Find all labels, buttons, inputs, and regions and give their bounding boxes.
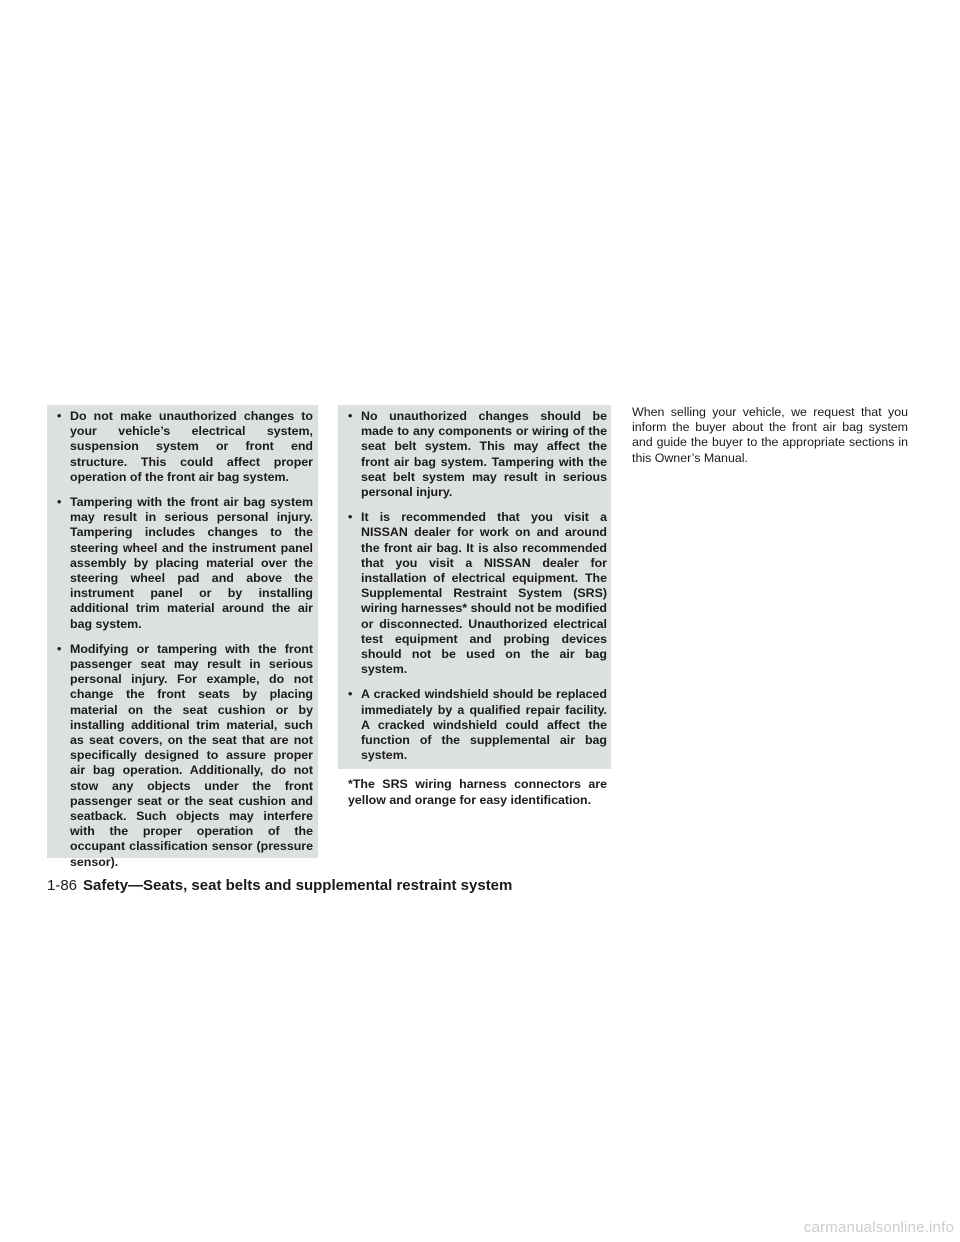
warning-item: • No unauthorized changes should be made to any components or wiring of the seat belt system. This may affect the front air bag system. Tampering with the seat belt system may result in serious personal injury. — [348, 409, 607, 500]
watermark: carmanualsonline.info — [803, 1219, 954, 1236]
warning-box-left — [47, 405, 318, 869]
body-paragraph: When selling your vehicle, we request that you inform the buyer about the front air bag system and guide the buyer to the appropriate sections in this Owner’s Manual. — [632, 405, 908, 465]
warning-list-middle — [348, 409, 607, 769]
section-title: Safety—Seats, seat belts and supplemental restraint system — [83, 877, 513, 894]
srs-harness-footnote: *The SRS wiring harness connectors are yellow and orange for easy identification. — [348, 777, 607, 807]
warning-item: • It is recommended that you visit a NISSAN dealer for work on and around the front air bag. It is also recommended that you visit a NISSAN dealer for installation of electrical equipment. The Supplemental Restraint System (SRS) wiring harnesses* should not be modified or disconnected. Unauthorized electrical test equipment and probing devices should not be used on the air bag system. — [348, 510, 607, 677]
page-number: 1-86 — [47, 877, 78, 894]
warning-box-middle — [338, 405, 611, 769]
warning-item: • A cracked windshield should be replaced immediately by a qualified repair facility. A cracked windshield could affect the function of the supplemental air bag system. — [348, 687, 607, 769]
warning-item: • Tampering with the front air bag system may result in serious personal injury. Tampering includes changes to the steering wheel and the instrument panel assembly by placing material over the steering wheel pad and above the instrument panel or by installing additional trim material around the air bag system. — [57, 495, 313, 632]
warning-item: • Do not make unauthorized changes to your vehicle’s electrical system, suspension system or front end structure. This could affect proper operation of the front air bag system. — [57, 409, 313, 485]
warning-list-left — [57, 409, 313, 870]
page-footer — [47, 877, 512, 895]
warning-column-middle — [338, 405, 611, 808]
warning-item: • Modifying or tampering with the front passenger seat may result in serious personal injury. For example, do not change the front seats by placing material on the seat cushion or by installing additional trim material, such as seat covers, on the seat that are not specifically designed to assure proper air bag operation. Additionally, do not stow any objects under the front passenger seat or the seat cushion and seatback. Such objects may interfere with the proper operation of the occupant classification sensor (pressure sensor). — [57, 642, 313, 870]
